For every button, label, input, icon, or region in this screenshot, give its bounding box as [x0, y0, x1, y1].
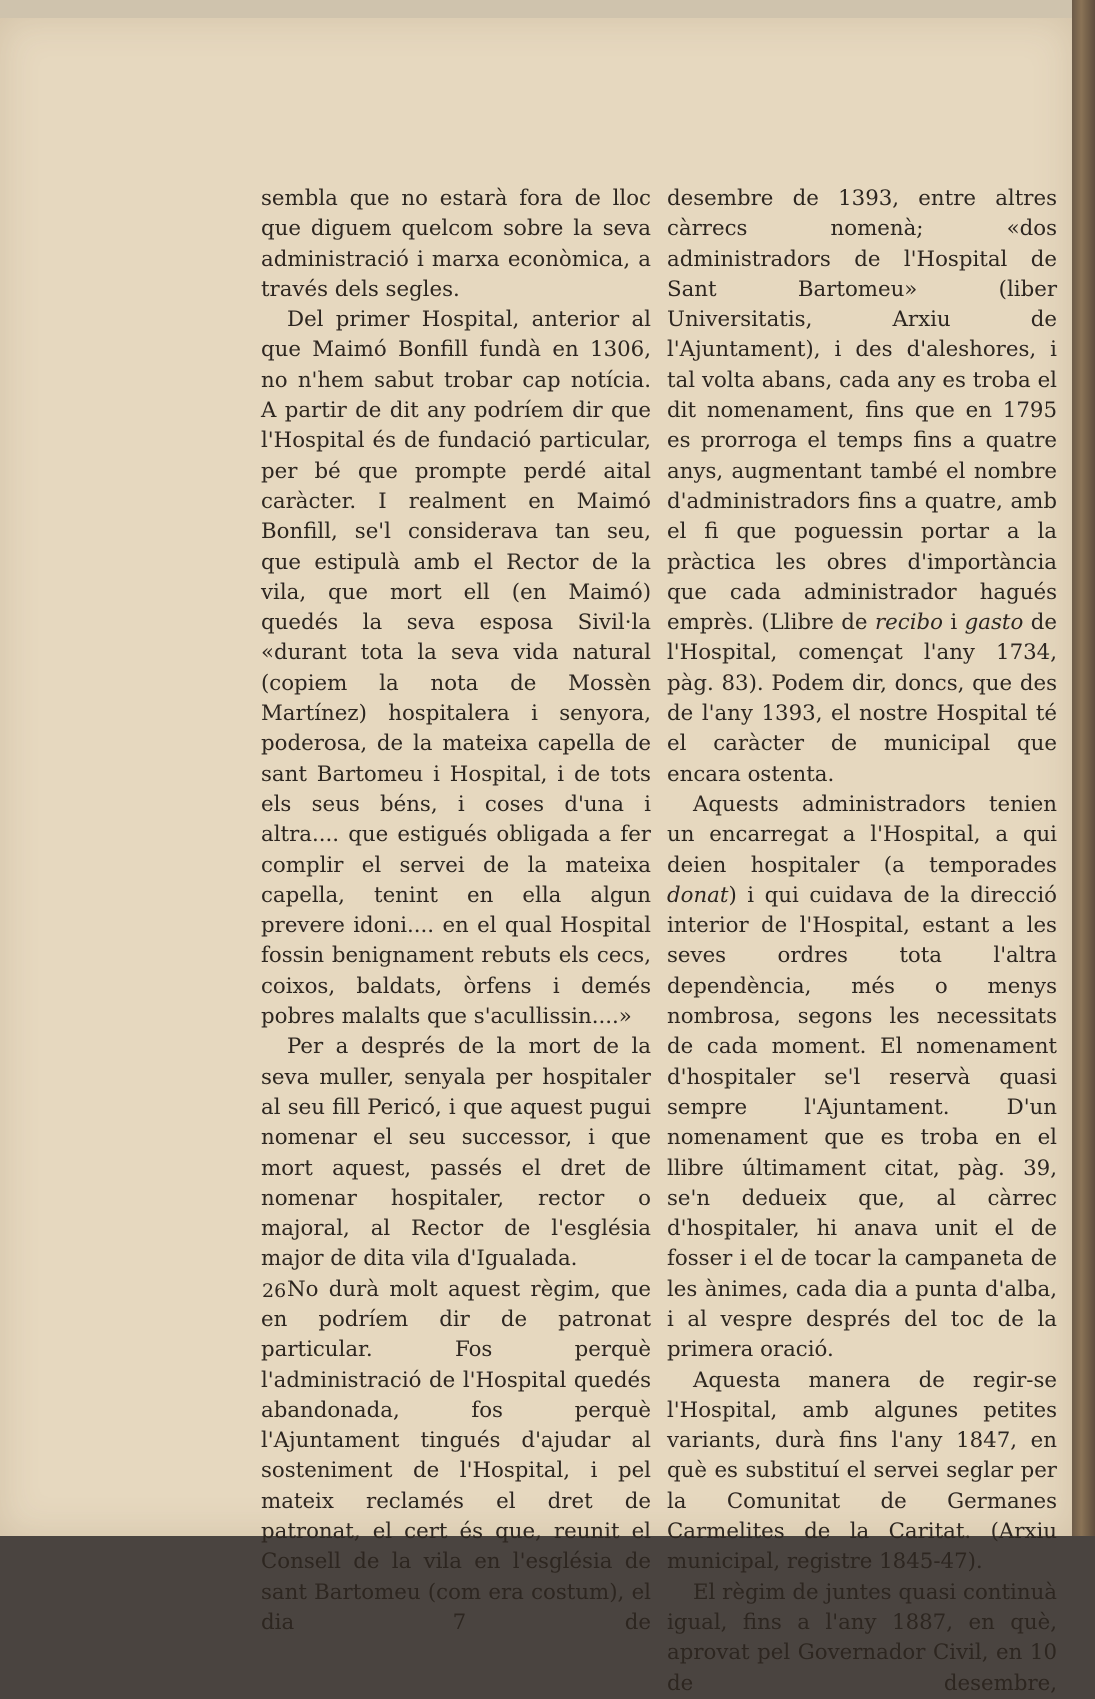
- paragraph: Per a després de la mort de la seva muller, senyala per hospitaler al seu fill Pericó, i que aquest pugui nomenar el seu successor, i que mort aquest, passés el dret de nomenar hospitaler, rector o majoral, al Rector de l'església major de dita vila d'Igualada.: [261, 1034, 651, 1272]
- book-spine-edge: [1072, 0, 1095, 1536]
- paragraph: Aquesta manera de regir-se l'Hospital, amb algunes petites variants, durà fins l'any 1847, en què es substituí el servei seglar per la Comunitat de Germanes Carmelites de la Caritat. (Arxiu municipal, registre 1845-47).: [667, 1367, 1057, 1575]
- paragraph: Del primer Hospital, anterior al que Maimó Bonfill fundà en 1306, no n'hem sabut trobar cap notícia. A partir de dit any podríem dir que l'Hospital és de fundació particular, per bé que prompte perdé aital caràcter. I realment en Maimó Bonfill, se'l considerava tan seu, que estipulà amb el Rector de la vila, que mort ell (en Maimó) quedés la seva esposa Sivil·la «durant tota la seva vida natural (copiem la nota de Mossèn Martínez) hospitalera i senyora, poderosa, de la mateixa capella de sant Bartomeu i Hospital, i de tots els seus béns, i coses d'una i altra.... que estigués obligada a fer complir el servei de la mateixa capella, tenint en ella algun prevere idoni.... en el qual Hospital fossin benignament rebuts els cecs, coixos, baldats, òrfens i demés pobres malalts que s'acullissin....»: [261, 307, 651, 1030]
- paragraph: sembla que no estarà fora de lloc que diguem quelcom sobre la seva administració i marxa econòmica, a través dels segles.: [261, 186, 651, 302]
- paragraph: desembre de 1393, entre altres càrrecs nomenà; «dos administradors de l'Hospital de Sant Bartomeu» (liber Universitatis, Arxiu de l'Ajuntament), i des d'aleshores, i tal volta abans, cada any es troba el dit nomenament, fins que en 1795 es prorroga el temps fins a quatre anys, augmentant també el nombre d'administradors fins a quatre, amb el fi que poguessin portar a la pràctica les obres d'importància que cada administrador hagués emprès. (Llibre de recibo i gasto de l'Hospital, començat l'any 1734, pàg. 83). Podem dir, doncs, que des de l'any 1393, el nostre Hospital té el caràcter de municipal que encara ostenta.: [667, 186, 1057, 787]
- paragraph: No durà molt aquest règim, que en podríem dir de patronat particular. Fos perquè l'administració de l'Hospital quedés abandonada, fos perquè l'Ajuntament tingués d'ajudar al sosteniment de l'Hospital, i pel mateix reclamés el dret de patronat, el cert és que, reunit el Consell de la vila en l'església de sant Bartomeu (com era costum), el dia 7 de: [261, 1276, 651, 1635]
- page-number: 26: [262, 1280, 287, 1302]
- page-top-edge: [0, 0, 1072, 18]
- right-text-column: [667, 184, 1057, 1699]
- paragraph: El règim de juntes quasi continuà igual, fins a l'any 1887, en què, aprovat pel Governador Civil, en 10 de desembre,: [667, 1579, 1057, 1696]
- paragraph: Aquests administradors tenien un encarregat a l'Hospital, a qui deien hospitaler (a temporades donat) i qui cuidava de la direcció interior de l'Hospital, estant a les seves ordres tota l'altra dependència, més o menys nombrosa, segons les necessitats de cada moment. El nomenament d'hospitaler se'l reservà quasi sempre l'Ajuntament. D'un nomenament que es troba en el llibre últimament citat, pàg. 39, se'n dedueix que, al càrrec d'hospitaler, hi anava unit el de fosser i el de tocar la campaneta de les ànimes, cada dia a punta d'alba, i al vespre després del toc de la primera oració.: [667, 791, 1057, 1363]
- left-text-column: [261, 184, 651, 1638]
